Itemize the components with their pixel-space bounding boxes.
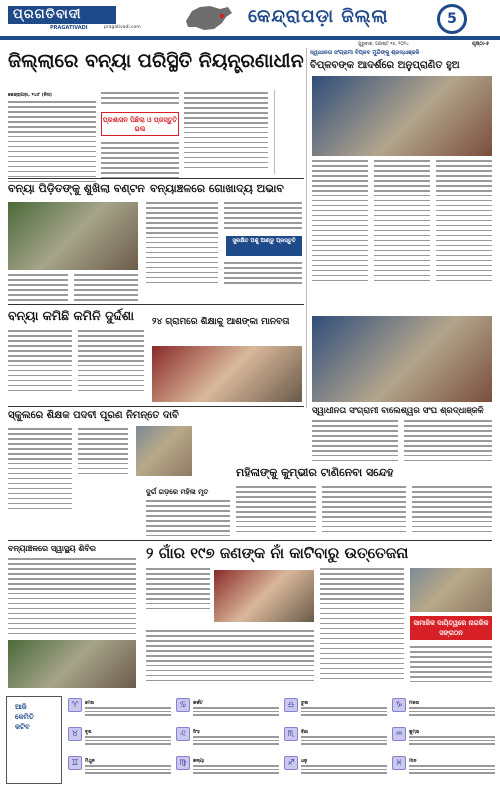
- freedom-fighters-photo: [312, 316, 492, 402]
- sign-name: ବୃଷ: [85, 730, 92, 735]
- horoscope-text: [409, 758, 495, 776]
- school-photo: [136, 426, 192, 476]
- website-url[interactable]: pragativadi.com: [104, 25, 141, 30]
- zodiac-icon: ♍: [176, 756, 190, 770]
- teachers-photo: [152, 346, 302, 402]
- lead-column-1: [8, 92, 96, 186]
- lead-callout: ପ୍ରଶାସନ ପିଛିଲା ଓ ପ୍ରସ୍ତୁତି ଭଲ: [102, 116, 178, 133]
- bottom-headline[interactable]: ୨ ଗାଁର ୧୯୭ ଜଣଙ୍କ ନାଁ କାଟିବାରୁ ଉତ୍ତେଜନା: [146, 544, 409, 562]
- relief-photo: [8, 202, 138, 270]
- horoscope-text: [193, 729, 279, 747]
- horoscope-title-3: କଟିବ: [15, 723, 30, 731]
- zodiac-icon: ♌: [176, 727, 190, 741]
- horoscope-sign-7[interactable]: [284, 698, 388, 712]
- zodiac-icon: ♋: [176, 698, 190, 712]
- school-headline[interactable]: ସ୍କୁଲରେ ଶିକ୍ଷକ ପଦବୀ ପୂରଣ ନିମନ୍ତେ ଦାବି: [8, 410, 179, 421]
- sign-name: ସିଂହ: [193, 730, 200, 735]
- zodiac-icon: ♉: [68, 727, 82, 741]
- anniversary-badge: 5: [437, 4, 467, 34]
- protest-photo: [214, 570, 314, 622]
- horoscope-sign-3[interactable]: [68, 756, 172, 770]
- camp-headline[interactable]: ବନ୍ୟାଞ୍ଚଳରେ ସ୍ୱାସ୍ଥ୍ୟ ଶିବିର: [8, 544, 96, 553]
- sign-name: କୁମ୍ଭ: [409, 730, 420, 735]
- zodiac-icon: ♓: [392, 756, 406, 770]
- ceremony-photo: [312, 76, 492, 156]
- horoscope-text: [409, 700, 495, 718]
- horoscope-title-2: କେମିତି: [15, 713, 34, 721]
- horoscope-title-box: [6, 696, 62, 784]
- sign-name: ମିଥୁନ: [85, 759, 95, 764]
- horoscope-sign-2[interactable]: [68, 727, 172, 741]
- sign-name: ମେଷ: [85, 701, 94, 706]
- sign-name: ଧନୁ: [301, 759, 308, 764]
- newspaper-logo-english: PRAGATIVADI: [50, 25, 88, 31]
- horoscope-sign-12[interactable]: [392, 756, 496, 770]
- horoscope-text: [193, 758, 279, 776]
- social-headline[interactable]: ସାମାଜିକ ଦାୟିତ୍ୱରେ ନାଗରିକ ସଙ୍ଗଠନ: [410, 616, 492, 640]
- top-right-headline[interactable]: ବିପ୍ଳବଙ୍କ ଆଦର୍ଶରେ ଅନୁପ୍ରାଣିତ ହୁଅ: [310, 60, 460, 71]
- lead-column-2: [101, 92, 179, 107]
- zodiac-icon: ♊: [68, 756, 82, 770]
- zodiac-icon: ♏: [284, 727, 298, 741]
- lead-headline[interactable]: ଜିଲ୍ଲାରେ ବନ୍ୟା ପରିସ୍ଥିତି ନିୟନ୍ତ୍ରଣାଧୀନ: [8, 50, 304, 72]
- zodiac-icon: ♐: [284, 756, 298, 770]
- lead-column-2b: [101, 142, 179, 182]
- horoscope-title-1: ଆଜି: [15, 703, 27, 711]
- masthead-rule: [0, 36, 500, 40]
- horoscope-text: [193, 700, 279, 718]
- forest-kicker: ଦୁର୍ଗ ଗଡ଼ରେ ମହିଳା ମୃତ: [146, 488, 209, 496]
- horoscope-sign-1[interactable]: [68, 698, 172, 712]
- health-callout: ସୁରକ୍ଷିତ ପଶୁ ଆଣ୍ଡୁ ପ୍ରସ୍ତୁତି: [226, 236, 302, 256]
- date-line: ଗୁରୁବାର, ଅଗଷ୍ଟ ୧୫, ୨୦୨୪: [358, 42, 409, 47]
- sign-name: ମୀନ: [409, 759, 417, 764]
- horoscope-sign-9[interactable]: [284, 756, 388, 770]
- horoscope-text: [85, 700, 171, 718]
- zodiac-icon: ♎: [284, 698, 298, 712]
- horoscope-section: [0, 692, 500, 788]
- zodiac-icon: ♑: [392, 698, 406, 712]
- horoscope-text: [85, 729, 171, 747]
- lead-column-3: [184, 92, 268, 172]
- teachers-headline[interactable]: ୨୪ ଗ୍ରାମରେ ଶିକ୍ଷାକୁ ଆଶଙ୍କା ମାନବତା: [152, 317, 290, 327]
- health-headline[interactable]: ବନ୍ୟାଞ୍ଚଳରେ ଗୋଖାଦ୍ୟ ଅଭାବ: [150, 182, 284, 195]
- sign-name: ବିଛା: [301, 730, 308, 735]
- odisha-map-icon: [182, 3, 234, 33]
- sign-name: ମକର: [409, 701, 420, 706]
- woman-headline[interactable]: ମହିଳାଙ୍କୁ କୁମ୍ଭୀର ଟାଣିନେବା ସନ୍ଦେହ: [236, 466, 394, 479]
- horoscope-text: [85, 758, 171, 776]
- newspaper-logo[interactable]: ପ୍ରଗତିବାଦୀ: [8, 6, 116, 24]
- lead-byline: କେନ୍ଦ୍ରାପଡ଼ା, ୧୪ା୮ (ନିସ): [8, 93, 52, 98]
- horoscope-text: [301, 700, 387, 718]
- freedom-caption[interactable]: ସ୍ୱାଧୀନତା ସଂଗ୍ରାମୀ ବାଲେଶ୍ୱର ସଂଘ ଶ୍ରଦ୍ଧାଞ୍ଜଳି: [312, 406, 484, 416]
- horoscope-text: [301, 729, 387, 747]
- horoscope-text: [301, 758, 387, 776]
- horoscope-sign-6[interactable]: [176, 756, 280, 770]
- social-photo: [410, 568, 492, 612]
- horoscope-sign-10[interactable]: [392, 698, 496, 712]
- top-right-kicker: ସ୍ୱାଧୀନତା ସଂଗ୍ରାମୀ ବିପ୍ଳବ ମୁନ୍ଦିଙ୍କୁ ଶ୍ରଦ୍ଧାଞ୍ଜଳି: [310, 50, 420, 56]
- zodiac-icon: ♒: [392, 727, 406, 741]
- horoscope-sign-4[interactable]: [176, 698, 280, 712]
- relief-headline[interactable]: ବନ୍ୟା ପିଡ଼ିତଙ୍କୁ ଶୁଖିଲା ବଣ୍ଟନ: [8, 182, 145, 195]
- horoscope-sign-5[interactable]: [176, 727, 280, 741]
- sign-name: ତୁଳା: [301, 701, 309, 706]
- sign-name: କର୍କଟ: [193, 701, 203, 706]
- page-number: ପୃଷ୍ଠା-୫: [472, 41, 490, 47]
- horoscope-sign-8[interactable]: [284, 727, 388, 741]
- camp-photo: [8, 640, 136, 688]
- horoscope-text: [409, 729, 495, 747]
- district-title: କେନ୍ଦ୍ରାପଡ଼ା ଜିଲ୍ଲା: [248, 6, 389, 27]
- zodiac-icon: ♈: [68, 698, 82, 712]
- horoscope-sign-11[interactable]: [392, 727, 496, 741]
- masthead: [0, 0, 500, 47]
- sign-name: କନ୍ୟା: [193, 759, 205, 764]
- flood-headline[interactable]: ବନ୍ୟା କମିଛି କମିନି ଦୁର୍ଦ୍ଦଶା: [8, 308, 134, 323]
- lead-callout-box: [101, 112, 179, 136]
